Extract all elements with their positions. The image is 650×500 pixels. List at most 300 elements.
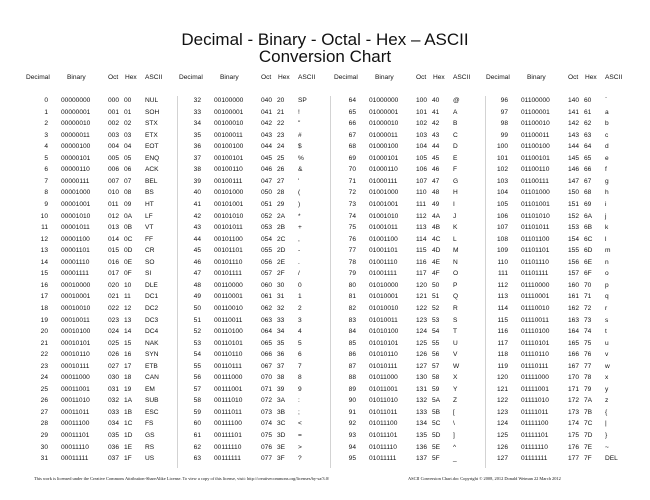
cell-hex: 36	[277, 351, 285, 359]
cell-octal: 117	[416, 270, 427, 278]
cell-octal: 035	[108, 432, 120, 439]
cell-hex: 63	[584, 131, 592, 139]
cell-hex: 20	[277, 97, 285, 104]
cell-ascii: N	[453, 258, 458, 266]
cell-binary: 00011101	[61, 432, 90, 439]
cell-ascii: DC2	[145, 304, 159, 312]
cell-decimal: 93	[348, 432, 356, 439]
cell-binary: 01100011	[521, 131, 550, 139]
cell-hex: 25	[277, 154, 285, 162]
cell-binary: 01110000	[521, 281, 550, 289]
cell-binary: 01000000	[369, 97, 399, 104]
cell-hex: 2D	[277, 247, 286, 255]
cell-binary: 00010011	[61, 316, 90, 324]
cell-octal: 027	[108, 362, 120, 370]
cell-binary: 00000110	[61, 166, 90, 174]
cell-hex: 27	[277, 177, 285, 185]
cell-decimal: 20	[40, 328, 48, 335]
cell-octal: 067	[261, 362, 273, 370]
cell-binary: 00110010	[214, 304, 243, 312]
cell-decimal: 116	[497, 328, 508, 335]
cell-ascii: BS	[145, 189, 154, 197]
cell-ascii: GS	[145, 432, 155, 439]
cell-ascii: y	[605, 385, 609, 393]
cell-ascii: 5	[298, 339, 302, 347]
cell-binary: 00110000	[214, 281, 243, 289]
cell-ascii: c	[605, 131, 609, 139]
cell-octal: 016	[108, 258, 120, 266]
cell-octal: 177	[568, 455, 580, 463]
cell-ascii: >	[298, 443, 302, 451]
cell-hex: 6C	[584, 235, 593, 243]
cell-ascii: SP	[298, 97, 307, 104]
cell-ascii: DEL	[605, 455, 618, 463]
cell-binary: 01110001	[521, 293, 550, 301]
cell-octal: 174	[568, 420, 580, 428]
cell-ascii: ^	[453, 443, 457, 451]
cell-decimal: 63	[193, 455, 201, 463]
cell-binary: 01100001	[521, 108, 550, 116]
cell-hex: 0D	[124, 247, 133, 255]
cell-binary: 01110111	[521, 362, 549, 370]
cell-binary: 01110010	[521, 304, 550, 312]
cell-octal: 175	[568, 432, 580, 439]
cell-octal: 004	[108, 143, 120, 151]
cell-hex: 1B	[124, 408, 133, 416]
cell-ascii: +	[298, 224, 302, 232]
cell-binary: 01111000	[521, 374, 549, 382]
cell-decimal: 106	[496, 212, 508, 220]
cell-octal: 114	[416, 235, 427, 243]
cell-hex: 78	[584, 374, 592, 382]
cell-binary: 00110110	[214, 351, 243, 359]
cell-octal: 030	[108, 374, 120, 382]
cell-decimal: 24	[40, 374, 48, 382]
cell-octal: 140	[568, 97, 580, 104]
cell-octal: 020	[108, 281, 120, 289]
cell-binary: 01010011	[369, 316, 398, 324]
cell-decimal: 103	[496, 177, 508, 185]
cell-hex: 38	[277, 374, 285, 382]
cell-octal: 133	[416, 408, 428, 416]
cell-binary: 00000001	[61, 108, 91, 116]
cell-ascii: LF	[145, 212, 153, 220]
cell-binary: 01101011	[521, 224, 550, 232]
cell-binary: 00001111	[61, 270, 89, 278]
cell-octal: 163	[568, 316, 580, 324]
cell-hex: 42	[432, 120, 440, 128]
cell-hex: 69	[584, 200, 592, 208]
cell-binary: 00111101	[214, 432, 242, 439]
cell-hex: 51	[432, 293, 440, 301]
cell-ascii: S	[453, 316, 458, 324]
cell-binary: 01010100	[369, 328, 399, 335]
cell-decimal: 114	[497, 304, 508, 312]
cell-octal: 064	[261, 328, 273, 335]
cell-hex: 56	[432, 351, 440, 359]
cell-octal: 173	[568, 408, 580, 416]
header-octal: Oct	[108, 74, 119, 81]
cell-decimal: 104	[496, 189, 508, 197]
cell-octal: 022	[108, 304, 120, 312]
cell-binary: 01000010	[369, 120, 399, 128]
cell-hex: 34	[277, 328, 285, 335]
cell-decimal: 111	[497, 270, 508, 278]
cell-ascii: |	[605, 420, 607, 428]
cell-hex: 19	[124, 385, 132, 393]
cell-octal: 110	[416, 189, 427, 197]
cell-hex: 5F	[432, 455, 440, 463]
cell-ascii: *	[298, 212, 301, 220]
cell-binary: 01001110	[369, 258, 398, 266]
cell-ascii: ETB	[145, 362, 158, 370]
cell-ascii: ?	[298, 455, 302, 463]
cell-octal: 032	[108, 397, 120, 405]
cell-octal: 017	[108, 270, 120, 278]
cell-ascii: /	[298, 270, 300, 278]
cell-decimal: 112	[497, 281, 508, 289]
cell-ascii: 8	[298, 374, 302, 382]
cell-hex: 6A	[584, 212, 593, 220]
cell-decimal: 1	[44, 108, 48, 116]
cell-ascii: g	[605, 177, 609, 185]
header-binary: Binary	[67, 74, 86, 81]
cell-decimal: 105	[496, 200, 508, 208]
cell-octal: 043	[261, 131, 273, 139]
cell-binary: 01011010	[369, 397, 398, 405]
cell-ascii: [	[453, 408, 455, 416]
cell-binary: 01011011	[369, 408, 398, 416]
cell-decimal: 94	[348, 443, 356, 451]
cell-ascii: -	[298, 247, 301, 255]
cell-octal: 160	[568, 281, 580, 289]
cell-hex: 6E	[584, 258, 593, 266]
cell-decimal: 115	[497, 316, 508, 324]
cell-decimal: 125	[496, 432, 508, 439]
cell-octal: 060	[261, 281, 273, 289]
cell-binary: 01001010	[369, 212, 399, 220]
cell-decimal: 47	[193, 270, 201, 278]
cell-hex: 47	[432, 177, 440, 185]
cell-ascii: ;	[298, 408, 300, 416]
cell-decimal: 54	[193, 351, 201, 359]
cell-hex: 73	[584, 316, 592, 324]
cell-ascii: X	[453, 374, 458, 382]
cell-ascii: C	[453, 131, 458, 139]
cell-octal: 116	[416, 258, 427, 266]
cell-decimal: 48	[193, 281, 201, 289]
cell-binary: 00000000	[61, 97, 91, 104]
cell-ascii: B	[453, 120, 458, 128]
cell-decimal: 32	[193, 97, 201, 104]
cell-binary: 00100111	[214, 177, 243, 185]
cell-decimal: 45	[193, 247, 201, 255]
cell-decimal: 102	[496, 166, 508, 174]
cell-hex: 01	[124, 108, 132, 116]
header-decimal: Decimal	[179, 74, 203, 81]
cell-decimal: 68	[348, 143, 356, 151]
cell-ascii: d	[605, 143, 609, 151]
cell-decimal: 37	[193, 154, 201, 162]
header-ascii: ASCII	[145, 74, 163, 81]
cell-octal: 155	[568, 247, 580, 255]
cell-octal: 057	[261, 270, 273, 278]
cell-binary: 01001011	[369, 224, 398, 232]
cell-ascii: FS	[145, 420, 154, 428]
cell-hex: 48	[432, 189, 440, 197]
cell-octal: 031	[108, 385, 120, 393]
cell-binary: 01110100	[521, 328, 550, 335]
cell-octal: 007	[108, 177, 120, 185]
cell-hex: 76	[584, 351, 592, 359]
document-info: ASCII Conversion Chart.doc Copyright © 2008, 2012 Donald Weiman 22 March 2012	[408, 476, 561, 481]
cell-hex: 7A	[584, 397, 593, 405]
cell-ascii: DC4	[145, 328, 159, 335]
cell-binary: 00010001	[61, 293, 91, 301]
cell-ascii: x	[605, 374, 609, 382]
cell-octal: 142	[568, 120, 580, 128]
cell-binary: 01011001	[369, 385, 398, 393]
column-divider	[330, 96, 331, 468]
cell-ascii: ESC	[145, 408, 159, 416]
cell-ascii: j	[605, 212, 607, 220]
cell-hex: 4F	[432, 270, 440, 278]
cell-octal: 123	[416, 316, 428, 324]
cell-binary: 01100110	[521, 166, 550, 174]
cell-decimal: 59	[193, 408, 201, 416]
cell-octal: 003	[108, 131, 120, 139]
cell-ascii: !	[298, 108, 300, 116]
cell-hex: 72	[584, 304, 592, 312]
cell-decimal: 95	[348, 455, 356, 463]
cell-ascii: s	[605, 316, 609, 324]
cell-hex: 33	[277, 316, 285, 324]
cell-ascii: "	[298, 120, 301, 128]
cell-binary: 00000011	[61, 131, 90, 139]
cell-octal: 162	[568, 304, 580, 312]
chart-subtitle: Conversion Chart	[258, 47, 392, 66]
cell-decimal: 49	[193, 293, 201, 301]
cell-binary: 01100100	[521, 143, 550, 151]
cell-decimal: 70	[348, 166, 356, 174]
cell-hex: 1F	[124, 455, 132, 463]
cell-binary: 00100110	[214, 166, 243, 174]
cell-ascii: O	[453, 270, 459, 278]
cell-ascii: L	[453, 235, 457, 243]
cell-decimal: 82	[348, 304, 356, 312]
cell-decimal: 4	[44, 143, 48, 151]
cell-hex: 40	[432, 97, 440, 104]
cell-ascii: F	[453, 166, 458, 174]
cell-hex: 0B	[124, 224, 133, 232]
cell-decimal: 56	[193, 374, 201, 382]
cell-hex: 02	[124, 120, 132, 128]
cell-hex: 05	[124, 154, 132, 162]
cell-decimal: 19	[40, 316, 48, 324]
cell-binary: 00000111	[61, 177, 90, 185]
cell-decimal: 126	[496, 443, 508, 451]
cell-octal: 013	[108, 224, 120, 232]
cell-decimal: 65	[348, 108, 356, 116]
cell-ascii: SO	[145, 258, 155, 266]
cell-decimal: 90	[348, 397, 356, 405]
cell-octal: 125	[416, 339, 428, 347]
cell-ascii: U	[453, 339, 458, 347]
header-octal: Oct	[416, 74, 427, 81]
cell-decimal: 6	[44, 166, 48, 174]
cell-binary: 01110110	[521, 351, 549, 359]
cell-hex: 71	[584, 293, 592, 301]
cell-decimal: 43	[193, 224, 201, 232]
cell-ascii: n	[605, 258, 609, 266]
cell-octal: 156	[568, 258, 580, 266]
cell-ascii: D	[453, 143, 458, 151]
cell-octal: 053	[261, 224, 273, 232]
cell-decimal: 23	[40, 362, 48, 370]
cell-decimal: 75	[348, 224, 356, 232]
cell-binary: 01100000	[521, 97, 550, 104]
cell-hex: 1C	[124, 420, 133, 428]
header-hex: Hex	[125, 74, 137, 81]
cell-decimal: 10	[40, 212, 48, 220]
cell-hex: 60	[584, 97, 592, 104]
cell-binary: 00101111	[214, 270, 242, 278]
cell-binary: 01001100	[369, 235, 398, 243]
cell-octal: 107	[416, 177, 428, 185]
cell-binary: 01101101	[521, 247, 550, 255]
cell-octal: 122	[416, 304, 428, 312]
cell-hex: 3E	[277, 443, 286, 451]
cell-hex: 5D	[432, 432, 441, 439]
cell-binary: 00001100	[61, 235, 90, 243]
cell-binary: 00101000	[214, 189, 244, 197]
cell-binary: 01000101	[369, 154, 399, 162]
cell-hex: 04	[124, 143, 132, 151]
cell-octal: 164	[568, 328, 580, 335]
cell-hex: 7F	[584, 455, 592, 463]
cell-decimal: 96	[500, 97, 508, 104]
cell-octal: 005	[108, 154, 120, 162]
cell-decimal: 0	[44, 97, 48, 104]
cell-hex: 77	[584, 362, 592, 370]
cell-decimal: 25	[40, 385, 48, 393]
cell-ascii: W	[453, 362, 460, 370]
cell-octal: 056	[261, 258, 273, 266]
cell-hex: 55	[432, 339, 440, 347]
cell-binary: 01001000	[369, 189, 399, 197]
cell-binary: 01011000	[369, 374, 398, 382]
cell-decimal: 89	[348, 385, 356, 393]
cell-decimal: 123	[496, 408, 508, 416]
cell-ascii: CAN	[145, 374, 159, 382]
cell-decimal: 15	[40, 270, 48, 278]
cell-hex: 30	[277, 281, 285, 289]
cell-binary: 00110001	[214, 293, 243, 301]
cell-octal: 051	[261, 200, 273, 208]
cell-binary: 01011101	[369, 432, 398, 439]
cell-ascii: 4	[298, 328, 302, 335]
cell-decimal: 11	[41, 224, 48, 232]
cell-binary: 00111111	[214, 455, 241, 463]
cell-ascii: J	[453, 212, 457, 220]
cell-hex: 49	[432, 200, 440, 208]
cell-decimal: 67	[348, 131, 356, 139]
header-binary: Binary	[527, 74, 546, 81]
cell-ascii: 1	[298, 293, 302, 301]
cell-binary: 00100001	[214, 108, 244, 116]
cell-hex: 35	[277, 339, 285, 347]
cell-octal: 034	[108, 420, 120, 428]
cell-hex: 37	[277, 362, 285, 370]
cell-ascii: r	[605, 304, 608, 312]
cell-hex: 70	[584, 281, 592, 289]
cell-octal: 135	[416, 432, 428, 439]
cell-hex: 4E	[432, 258, 441, 266]
cell-octal: 012	[108, 212, 120, 220]
cell-octal: 141	[568, 108, 580, 116]
cell-binary: 00101100	[214, 235, 243, 243]
cell-ascii: EOT	[145, 143, 159, 151]
cell-octal: 044	[261, 143, 273, 151]
cell-decimal: 86	[348, 351, 356, 359]
cell-octal: 112	[416, 212, 427, 220]
cell-octal: 061	[261, 293, 273, 301]
cell-binary: 00111110	[214, 443, 242, 451]
cell-hex: 3D	[277, 432, 286, 439]
header-hex: Hex	[433, 74, 445, 81]
cell-hex: 06	[124, 166, 132, 174]
cell-ascii: DC1	[145, 293, 159, 301]
cell-hex: 0A	[124, 212, 133, 220]
cell-hex: 59	[432, 385, 440, 393]
cell-ascii: l	[605, 235, 607, 243]
cell-hex: 50	[432, 281, 440, 289]
column-divider	[177, 96, 178, 468]
cell-ascii: `	[605, 97, 608, 104]
cell-ascii: DLE	[145, 281, 158, 289]
cell-decimal: 107	[496, 224, 508, 232]
cell-binary: 00011000	[61, 374, 90, 382]
cell-octal: 105	[416, 154, 428, 162]
cell-binary: 01000001	[369, 108, 399, 116]
cell-ascii: P	[453, 281, 458, 289]
cell-octal: 161	[568, 293, 580, 301]
cell-decimal: 38	[193, 166, 201, 174]
cell-binary: 01100111	[521, 177, 549, 185]
cell-ascii: ~	[605, 443, 609, 451]
cell-binary: 01101001	[521, 200, 550, 208]
cell-ascii: V	[453, 351, 458, 359]
cell-binary: 01011110	[369, 443, 397, 451]
cell-hex: 21	[277, 108, 285, 116]
cell-hex: 7B	[584, 408, 593, 416]
cell-binary: 00001000	[61, 189, 91, 197]
cell-ascii: ,	[298, 235, 300, 243]
cell-decimal: 36	[193, 143, 201, 151]
cell-decimal: 14	[40, 258, 48, 266]
cell-binary: 01101110	[521, 258, 549, 266]
cell-octal: 077	[261, 455, 273, 463]
cell-binary: 01111010	[521, 397, 549, 405]
cell-ascii: 6	[298, 351, 302, 359]
cell-ascii: VT	[145, 224, 154, 232]
cell-decimal: 108	[496, 235, 508, 243]
cell-decimal: 46	[193, 258, 201, 266]
cell-octal: 070	[261, 374, 273, 382]
cell-binary: 01000111	[369, 177, 398, 185]
cell-binary: 00000101	[61, 154, 91, 162]
cell-binary: 01110101	[521, 339, 550, 347]
